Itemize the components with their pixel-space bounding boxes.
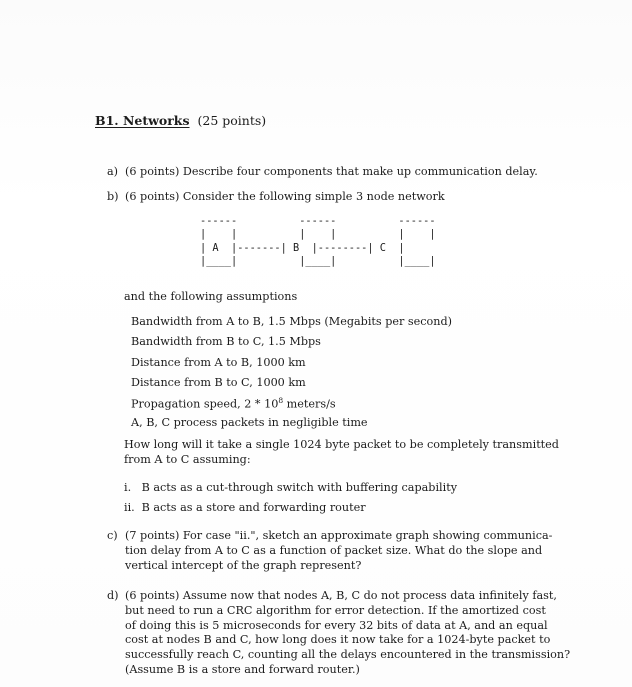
question-d-label: d) (107, 589, 119, 602)
network-diagram: ------ ------ ------ | | | | | | | A |-------| B |--------| C | |____| |____| |____| (200, 215, 436, 268)
text-line: (6 points) Assume now that nodes A, B, C do not process data infinitely fast, (125, 589, 557, 602)
propagation-base: Propagation speed, 2 * 10 (131, 397, 279, 411)
assumption-processing: A, B, C process packets in negligible time (131, 416, 368, 430)
text-line: but need to run a CRC algorithm for error detection. If the amortized cost (125, 603, 546, 617)
question-line: from A to C assuming: (124, 452, 251, 466)
assumption-bandwidth-bc: Bandwidth from B to C, 1.5 Mbps (131, 335, 321, 349)
question-c-text (125, 528, 552, 572)
text-line: (7 points) For case "ii.", sketch an approximate graph showing communica- (125, 529, 553, 542)
transmission-question (124, 438, 559, 467)
text-line: cost at nodes B and C, how long does it now take for a 1024-byte packet to (125, 633, 551, 647)
case-i (124, 481, 457, 501)
text-line: vertical intercept of the graph represent? (125, 558, 362, 572)
text-line: of doing this is 5 microseconds for every 32 bits of data at A, and an equal (125, 618, 548, 632)
section-points: (25 points) (197, 113, 267, 128)
case-list (124, 481, 457, 520)
assumptions-intro: and the following assumptions (124, 290, 298, 303)
propagation-unit: meters/s (283, 397, 336, 411)
text-line: successfully reach C, counting all the delays encountered in the transmission? (125, 648, 571, 662)
case-text: B acts as a cut-through switch with buffering capability (141, 481, 458, 494)
case-text: B acts as a store and forwarding router (141, 500, 366, 514)
case-ii (124, 501, 457, 521)
assumption-distance-ab: Distance from A to B, 1000 km (131, 355, 306, 369)
question-a-label: a) (107, 165, 119, 178)
assumption-bandwidth-ab: Bandwidth from A to B, 1.5 Mbps (Megabits per second) (131, 315, 452, 328)
text-line: (Assume B is a store and forward router.) (125, 662, 360, 676)
question-c-label: c) (107, 529, 118, 542)
question-b-text: (6 points) Consider the following simple 3 node network (125, 190, 445, 203)
text-line: tion delay from A to C as a function of packet size. What do the slope and (125, 543, 543, 557)
assumptions-list (131, 315, 452, 437)
question-d-text (125, 588, 570, 677)
propagation-exponent: 8 (278, 396, 284, 406)
section-heading (95, 113, 266, 128)
case-number: ii. (124, 500, 135, 514)
case-number: i. (124, 481, 132, 494)
section-title: B1. Networks (95, 113, 190, 128)
question-a-text: (6 points) Describe four components that make up communication delay. (125, 165, 538, 178)
question-b-label: b) (107, 190, 119, 203)
assumption-distance-bc: Distance from B to C, 1000 km (131, 375, 306, 389)
question-line: How long will it take a single 1024 byte packet to be completely transmitted (124, 438, 559, 451)
assumption-propagation-speed (131, 396, 452, 416)
